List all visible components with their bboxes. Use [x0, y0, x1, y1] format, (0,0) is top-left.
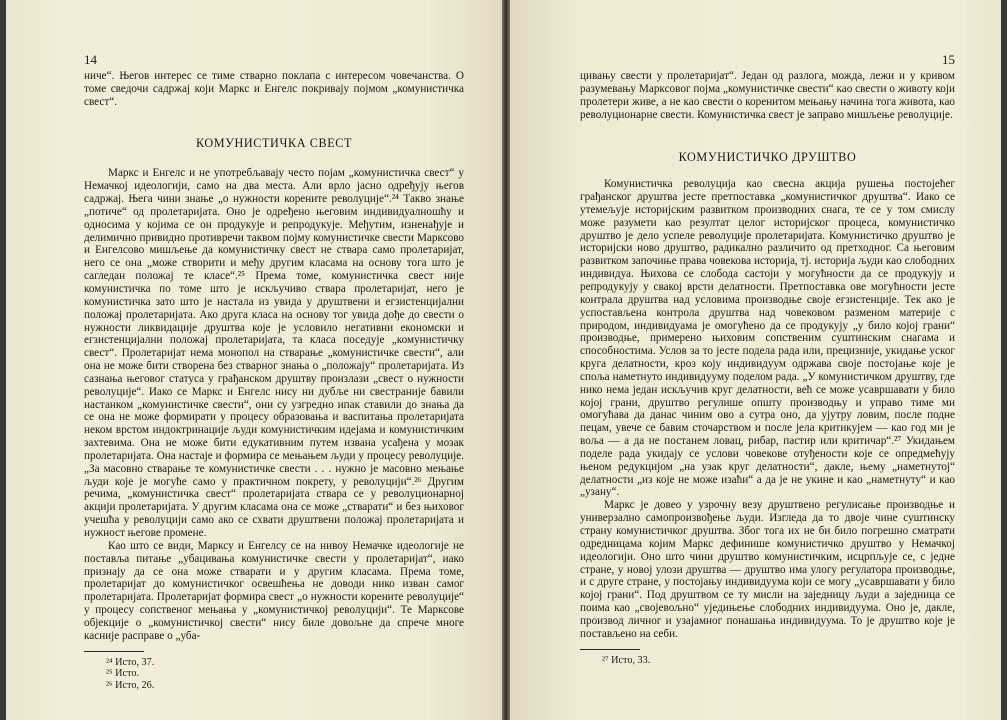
page-body: [580, 70, 955, 641]
paragraph: Маркс и Енгелс и не употребљавају често појам „комунистичка свест“ у Немачкој идеологији, само на два места. Али врло јасно одређују његов садржај. Њега чини знање „о нужности корените револуције“.²⁴ Такво знање „потиче“ од пролетаријата. Оно је одређено његовим индивидуалношћу и односима у којима се он продукује и репродукује. Међутим, изненађује и делимично привидно противречи таквом појму комунистичке свести Марксово и Енгелсово мишљење да комунистичку свест не ствара само пролетаријат, него се она „може створити и међу другим класама на основу тога што је сагледан положај те класе“.²⁵ Према томе, комунистичка свест није комунистичка по томе што је искључиво ствара пролетаријат, него је комунистичка зато што је настала из увида у друштвени и егзистенцијални положај пролетаријата. Ако друга класа на основу тог увида дође до свести о нужности ликвидације друштва које је условило негативни економски и егзистенцијални положај пролетаријата, та класа поседује „комунистичку свест“. Пролетаријат нема монопол на стварање „комунистичке свести“, али она не може бити створена без стварног знања о „положају“ пролетаријата. Из сазнања његовог статуса у грађанском друштву произлази „свест о нужности револуције“. Иако се Маркс и Енгелс нису ни дубље ни свестраније бавили настанком „комунистичке свести“, они су узгредно ипак ставили до знања да се она не може формирати у процесу образовања и васпитања пролетаријата неком врстом индоктринације људи комунистичким идејама и комунистичким захтевима. Она не може бити едукативним путем извана усађена у мозак пролетаријата. Она настаје и формира се мењањем људи у процесу револуције. „За масовно стварање те комунистичке свести . . . нужно је масовно мењање људи које је могуће само у практичном покрету, у револуцији“.²⁶ Другим речима, „комунистичка свест“ пролетаријата ствара се у револуционарној акцији пролетаријата. У другим класама она се може „стварати“ и без њиховог учешћа у револуцији само ако се схвати друштвени положај пролетаријата и нужност његове промене.: [84, 167, 464, 539]
footnote: ²⁶ Исто, 26.: [106, 679, 155, 691]
paragraph: Маркс је довео у узрочну везу друштвено регулисање производње и универзално самопроизвођење људи. Изгледа да то двоје чине суштинску страну комунистичког друштва. Због тога их не би било погрешно сматрати одредницама којим Маркс дефинише комунистичко друштво у Немачкој идеологији. Оно што чини друштво комунистичким, исцрпљује се, с једне стране, у новој улози друштва — друштво има улогу регулатора производње, и с друге стране, у постојању индивидуума који се могу „усавршавати у било којој грани“. Под друштвом се ту мисли на заједницу људи а заједница се поима као „својевољно“ уједињење слободних индивидуума. Оно је, дакле, производ личног и узајамног понашања индивидуума. То је друштво које је постављено на себи.: [580, 499, 955, 640]
footnote: ²⁵ Исто.: [106, 668, 139, 680]
footnotes: [580, 655, 955, 667]
left-page: [6, 0, 502, 720]
footnote: ²⁴ Исто, 37.: [106, 656, 155, 668]
section-heading: КОМУНИСТИЧКА СВЕСТ: [195, 135, 353, 150]
footnote-rule: [580, 649, 640, 650]
book-gutter: [502, 0, 510, 720]
section-heading: КОМУНИСТИЧКО ДРУШТВО: [678, 150, 857, 165]
footnotes: [84, 657, 464, 692]
paragraph: Као што се види, Марксу и Енгелсу се на нивоу Немачке идеологије не поставља питање „убацивања комунистичке свести у пролетаријат“, иако признају да се она може стварати и у другим класама. Према томе, пролетаријат до комунистичког освешћења не доводи нико изван самог пролетаријата. Пролетаријат формира свест „о нужности корените револуције“ у процесу сопственог мењања у „комунистичкој револуцији“. Те Марксове објекције о „комунистичкој свести“ нису биле довољне да спрече многе касније расправе о „уба-: [84, 539, 464, 642]
lead-paragraph: ниче“. Његов интерес се тиме стварно поклапа с интересом човечанства. О томе сведочи садржај који Маркс и Енгелс покривају појмом „комунистичка свест“.: [84, 70, 464, 108]
page-number: 14: [84, 52, 97, 67]
page-number: 15: [942, 52, 955, 67]
footnote-rule: [84, 651, 144, 652]
page-body: [84, 70, 464, 643]
paragraph: Комунистичка револуција као свесна акција рушења постојећег грађанског друштва јесте претпоставка „комунистичког друштва“. Иако се утемељује историјским развитком производних снага, те се у том смислу може разумети као резултат целог историјског процеса, комунистичко друштво је дело успеле револуције пролетаријата. Комунистичко друштво је историјски ново друштво, радикално различито од претходног. Са његовим развитком започиње права човекова историја, тј. историја људи као слободних индивидуа. Њихова се слобода састоји у могућности да се продукују и репродукују у свакој врсти делатности. Претпоставка ове могућности јесте контрала друштва над условима производње своје егзистенције. Тек ако је успостављена контрола друштва над човековом разменом материје с природом, индивидуама је омогућено да се продукују „у било којој грани“ производње, примерено њиховим сопственим суштинским снагама и способностима. Услов за то јесте подела рада или, прецизније, укидање уског круга делатности, кроз коју индивидуум одржава своје постојање које је споља наметнуто индивидууму поделом рада. „У комунистичком друштву, где нико нема један искључив круг делатности, већ се може усавршавати у било којој грани, друштво регулише општу производњу и управо тиме ми омогућава да данас чиним ово а сутра оно, да ујутру ловим, после подне пецам, увече се бавим сточарством и после јела критикујем — као год ми је воља — а да не постанем ловац, рибар, пастир или критичар“.²⁷ Укидањем поделе рада укидају се услови човекове отуђености које се опредмећују њеном редукцијом „на узак круг делатности“, дакле, њему „наметнутој“ делатности „из које не може изаћи“ а да је не укине и као „наметнуту“ и као „узану“.: [580, 178, 955, 499]
footnote: ²⁷ Исто, 33.: [602, 654, 651, 666]
lead-paragraph: цивању свести у пролетаријат“. Један од разлога, можда, лежи и у кривом разумевању Марксовог појма „комунистичке свести“ као свести о животу који пролетери живе, а не као свести о коренитом мењању начина тога живота, као револуционарне свести. Комунистичка свест је заправо мишљење револуције.: [580, 70, 955, 121]
right-page: [510, 0, 1001, 720]
